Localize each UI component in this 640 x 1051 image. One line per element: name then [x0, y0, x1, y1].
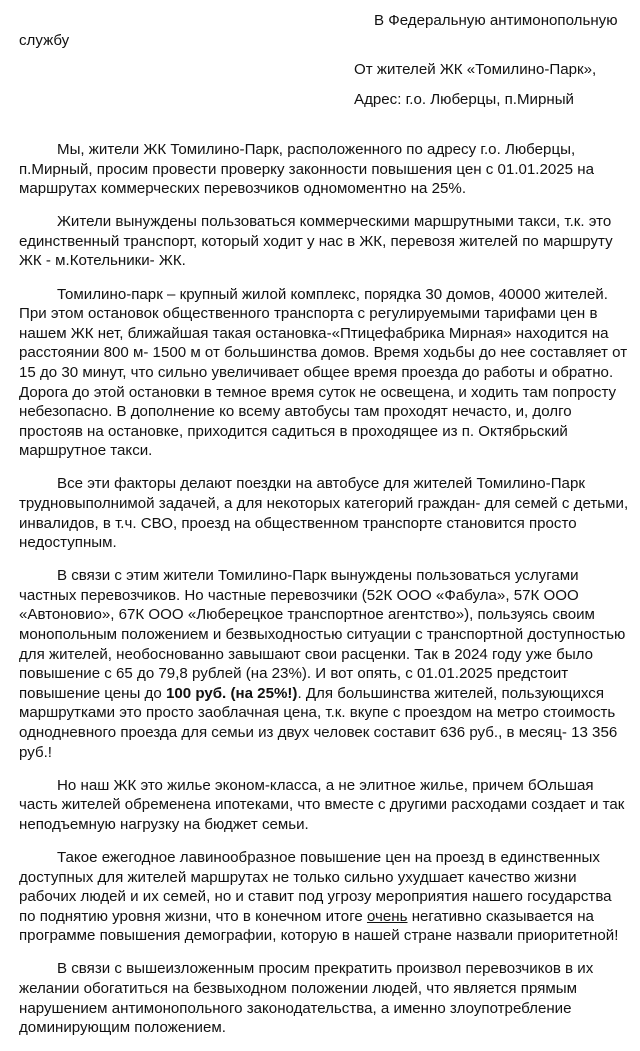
paragraph-request: Мы, жители ЖК Томилино-Парк, расположенного по адресу г.о. Люберцы, п.Мирный, просим провести проверку законности повышения цен с 01.01.2025 на маршрутах коммерческих перевозчиков одномоментно на 25%.: [19, 141, 594, 198]
paragraph-consequences-text-1: Такое ежегодное лавинообразное повышение цен на проезд в единственных доступных для жителей маршрутах не только сильно ухудшает качество жизни рабочих людей и их семей, но и ставит под угрозу мероприятия нашего государства по поднятию уровня жизни, что в конечном итоге: [19, 849, 612, 925]
paragraph-consequences-text-2: негативно сказывается на программе повышения демографии, которую в нашей стране назвали приоритетной!: [19, 907, 619, 945]
paragraph-factors: Все эти факторы делают поездки на автобусе для жителей Томилино-Парк трудновыполнимой задачей, а для некоторых категорий граждан- для семей с детьми, инвалидов, в т.ч. СВО, проезд на общественном транспорте становится просто недоступным.: [19, 475, 629, 552]
letter-body: [19, 140, 630, 1051]
paragraph-economy-class: Но наш ЖК это жилье эконом-класса, а не элитное жилье, причем бОльшая часть жителей обременена ипотеками, что вместе с другими расходами создает и так неподъемную нагрузку на бюджет семьи.: [19, 776, 625, 833]
addressee-line-1: В Федеральную антимонопольную: [374, 12, 618, 29]
sender-line: От жителей ЖК «Томилино-Парк»,: [354, 61, 597, 78]
paragraph-private-carriers-text-1: В связи с этим жители Томилино-Парк вынуждены пользоваться услугами частных перевозчиков. Но частные перевозчики (52К ООО «Фабула», 57К ООО «Автоновио», 67К ООО «Люберецкое транспортное агентство»), пользуясь своим монопольным положением и безвыходностью ситуации с транспортной доступностью для жителей, необоснованно завышают свои расценки. Так в 2024 году уже было повышение с 65 до 79,8 рублей (на 23%). И вот опять, с 01.01.2025 предстоит повышение цены до: [19, 567, 626, 702]
sender-address-line: Адрес: г.о. Люберцы, п.Мирный: [354, 91, 574, 108]
paragraph-only-transport: Жители вынуждены пользоваться коммерческими маршрутными такси, т.к. это единственный транспорт, который ходит у нас в ЖК, перевозя жителей по маршруту ЖК - м.Котельники- ЖК.: [19, 213, 613, 270]
new-price-highlight: 100 руб. (на 25%!): [165, 684, 298, 702]
emphasis-underlined-word: очень: [366, 907, 408, 925]
paragraph-conclusion: В связи с вышеизложенным просим прекратить произвол перевозчиков в их желании обогатиться на безвыходном положении людей, что является прямым нарушением антимонопольного законодательства, а именно злоупотребление доминирующим положением.: [19, 960, 594, 1037]
paragraph-consequences: [19, 848, 630, 946]
addressee-line-2: службу: [19, 32, 70, 49]
paragraph-complex-description: Томилино-парк – крупный жилой комплекс, порядка 30 домов, 40000 жителей. При этом остановок общественного транспорта с регулируемыми тарифами цен в нашем ЖК нет, ближайшая такая остановка-«Птицефабрика Мирная» находится на расстоянии 800 м- 1500 м от большинства домов. Время ходьбы до нее составляет от 15 до 30 минут, что сильно увеличивает общее время проезда до работы и обратно. Дорога до этой остановки в темное время суток не освещена, и ходить там попросту небезопасно. В дополнение ко всему автобусы там проходят нечасто, и, долго простояв на остановке, приходится садиться в проходящее из п. Октябрьский маршрутное такси.: [19, 285, 628, 460]
paragraph-private-carriers-text-2: . Для большинства жителей, пользующихся маршрутками это просто заоблачная цена, т.к. вкупе с проездом на метро стоимость однодневного проезда для семьи из двух человек составит 636 руб., в месяц- 13 356 руб.!: [19, 684, 618, 761]
paragraph-private-carriers: [19, 566, 630, 762]
